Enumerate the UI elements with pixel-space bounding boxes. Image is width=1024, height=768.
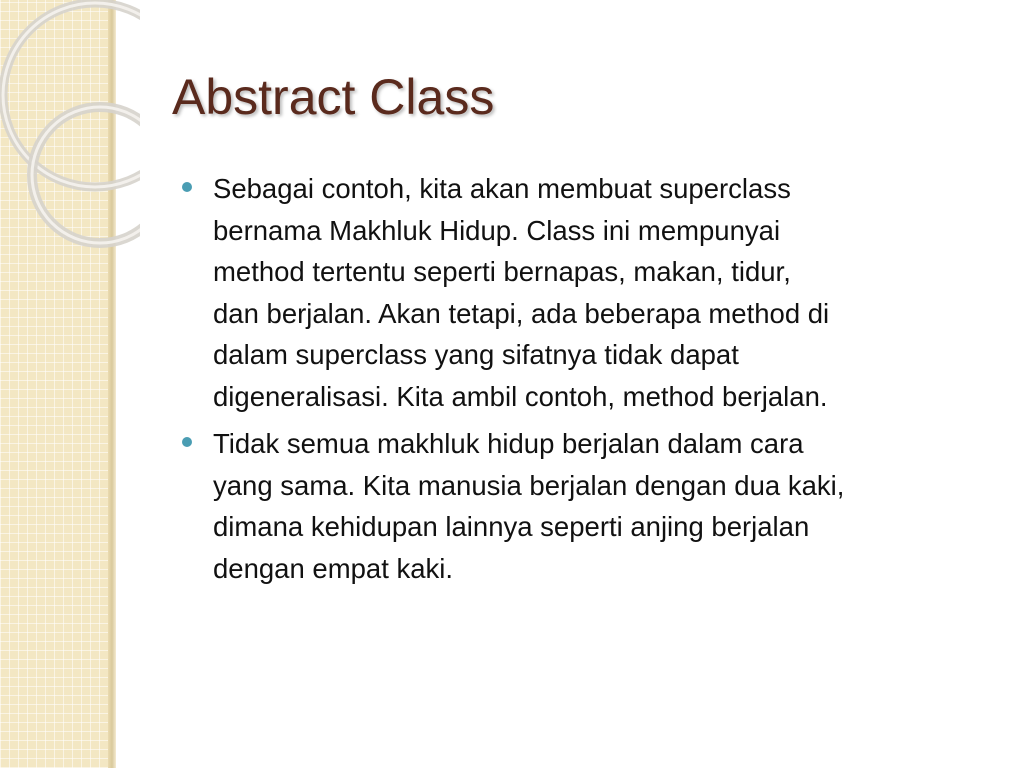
- slide-title: Abstract Class: [172, 69, 495, 125]
- ring-decoration-icon: [0, 0, 140, 260]
- bullet-list: [178, 168, 998, 595]
- bullet-dot-icon: [182, 437, 192, 447]
- bullet-text: Sebagai contoh, kita akan membuat superclass bernama Makhluk Hidup. Class ini mempunyai method tertentu seperti bernapas, makan, tidur, dan berjalan. Akan tetapi, ada beberapa method di dalam superclass yang sifatnya tidak dapat digeneralisasi. Kita ambil contoh, method berjalan.: [213, 173, 830, 412]
- list-item: [178, 168, 998, 417]
- list-item: [178, 423, 998, 589]
- bullet-text: Tidak semua makhluk hidup berjalan dalam cara yang sama. Kita manusia berjalan dengan dua kaki, dimana kehidupan lainnya seperti anjing berjalan dengan empat kaki.: [213, 428, 845, 584]
- bullet-dot-icon: [182, 182, 192, 192]
